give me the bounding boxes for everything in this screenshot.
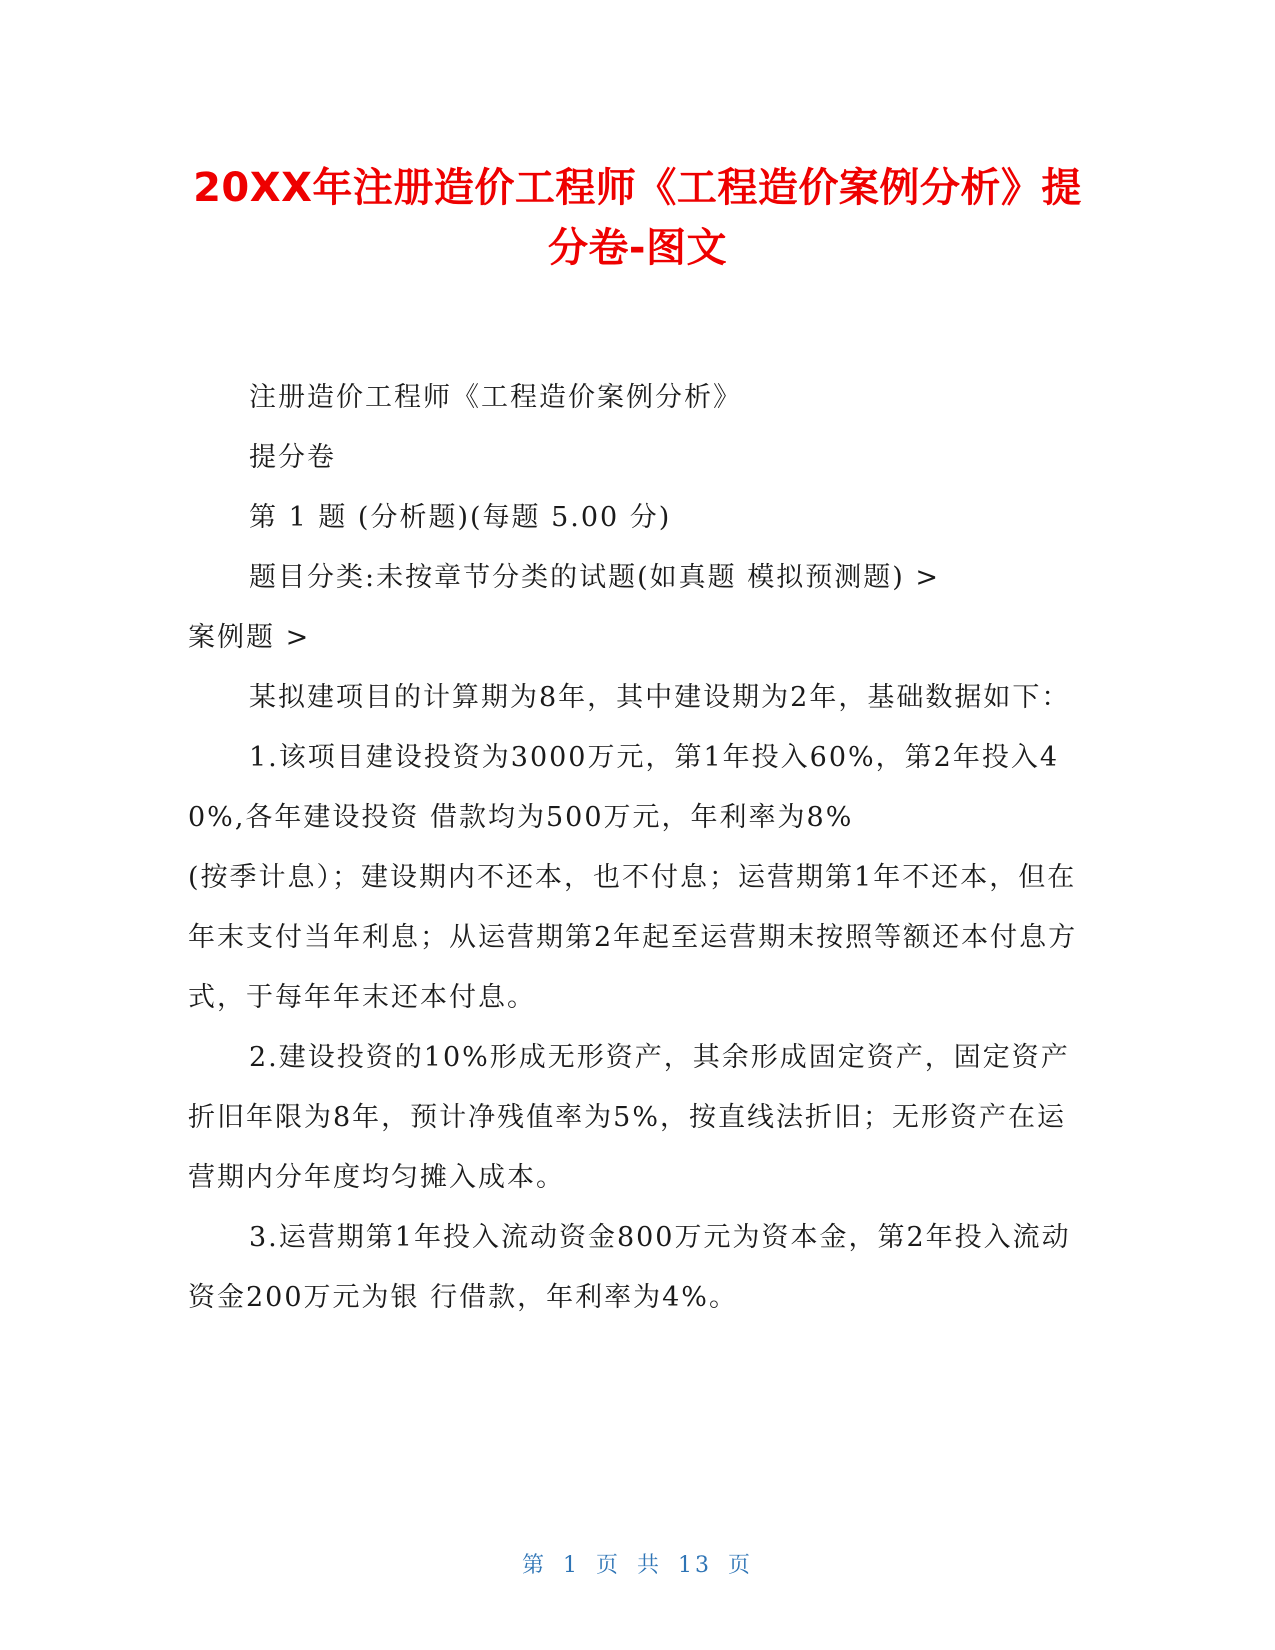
case-intro-paragraph: 某拟建项目的计算期为8年，其中建设期为2年，基础数据如下： — [249, 682, 1071, 713]
item-3-paragraph: 3.运营期第1年投入流动资金800万元为资本金，第2年投入流动资金200万元为银 行借款，年利率为4%。 — [188, 1222, 1071, 1313]
item-2-paragraph: 2.建设投资的10%形成无形资产，其余形成固定资产，固定资产折旧年限为8年，预计净残值率为5%，按直线法折旧；无形资产在运营期内分年度均匀摊入成本。 — [188, 1042, 1070, 1193]
document-body — [188, 368, 1088, 1328]
question-header: 第 1 题 (分析题)(每题 5.00 分) — [249, 502, 672, 533]
item-1-continuation: (按季计息）；建设期内不还本，也不付息；运营期第1年不还本，但在年末支付当年利息；从运营期第2年起至运营期末按照等额还本付息方式，于每年年末还本付息。 — [188, 862, 1078, 1013]
question-type: 案例题 > — [188, 622, 311, 653]
paper-type-line: 提分卷 — [249, 442, 336, 473]
subject-line: 注册造价工程师《工程造价案例分析》 — [249, 382, 742, 413]
question-category: 题目分类:未按章节分类的试题(如真题 模拟预测题) > — [249, 562, 940, 593]
page-number-footer: 第 1 页 共 13 页 — [522, 1553, 753, 1578]
item-1-paragraph: 1.该项目建设投资为3000万元，第1年投入60%，第2年投入40%,各年建设投资 借款均为500万元，年利率为8% — [188, 742, 1060, 833]
document-title: 20XX年注册造价工程师《工程造价案例分析》提分卷-图文 — [193, 165, 1082, 271]
